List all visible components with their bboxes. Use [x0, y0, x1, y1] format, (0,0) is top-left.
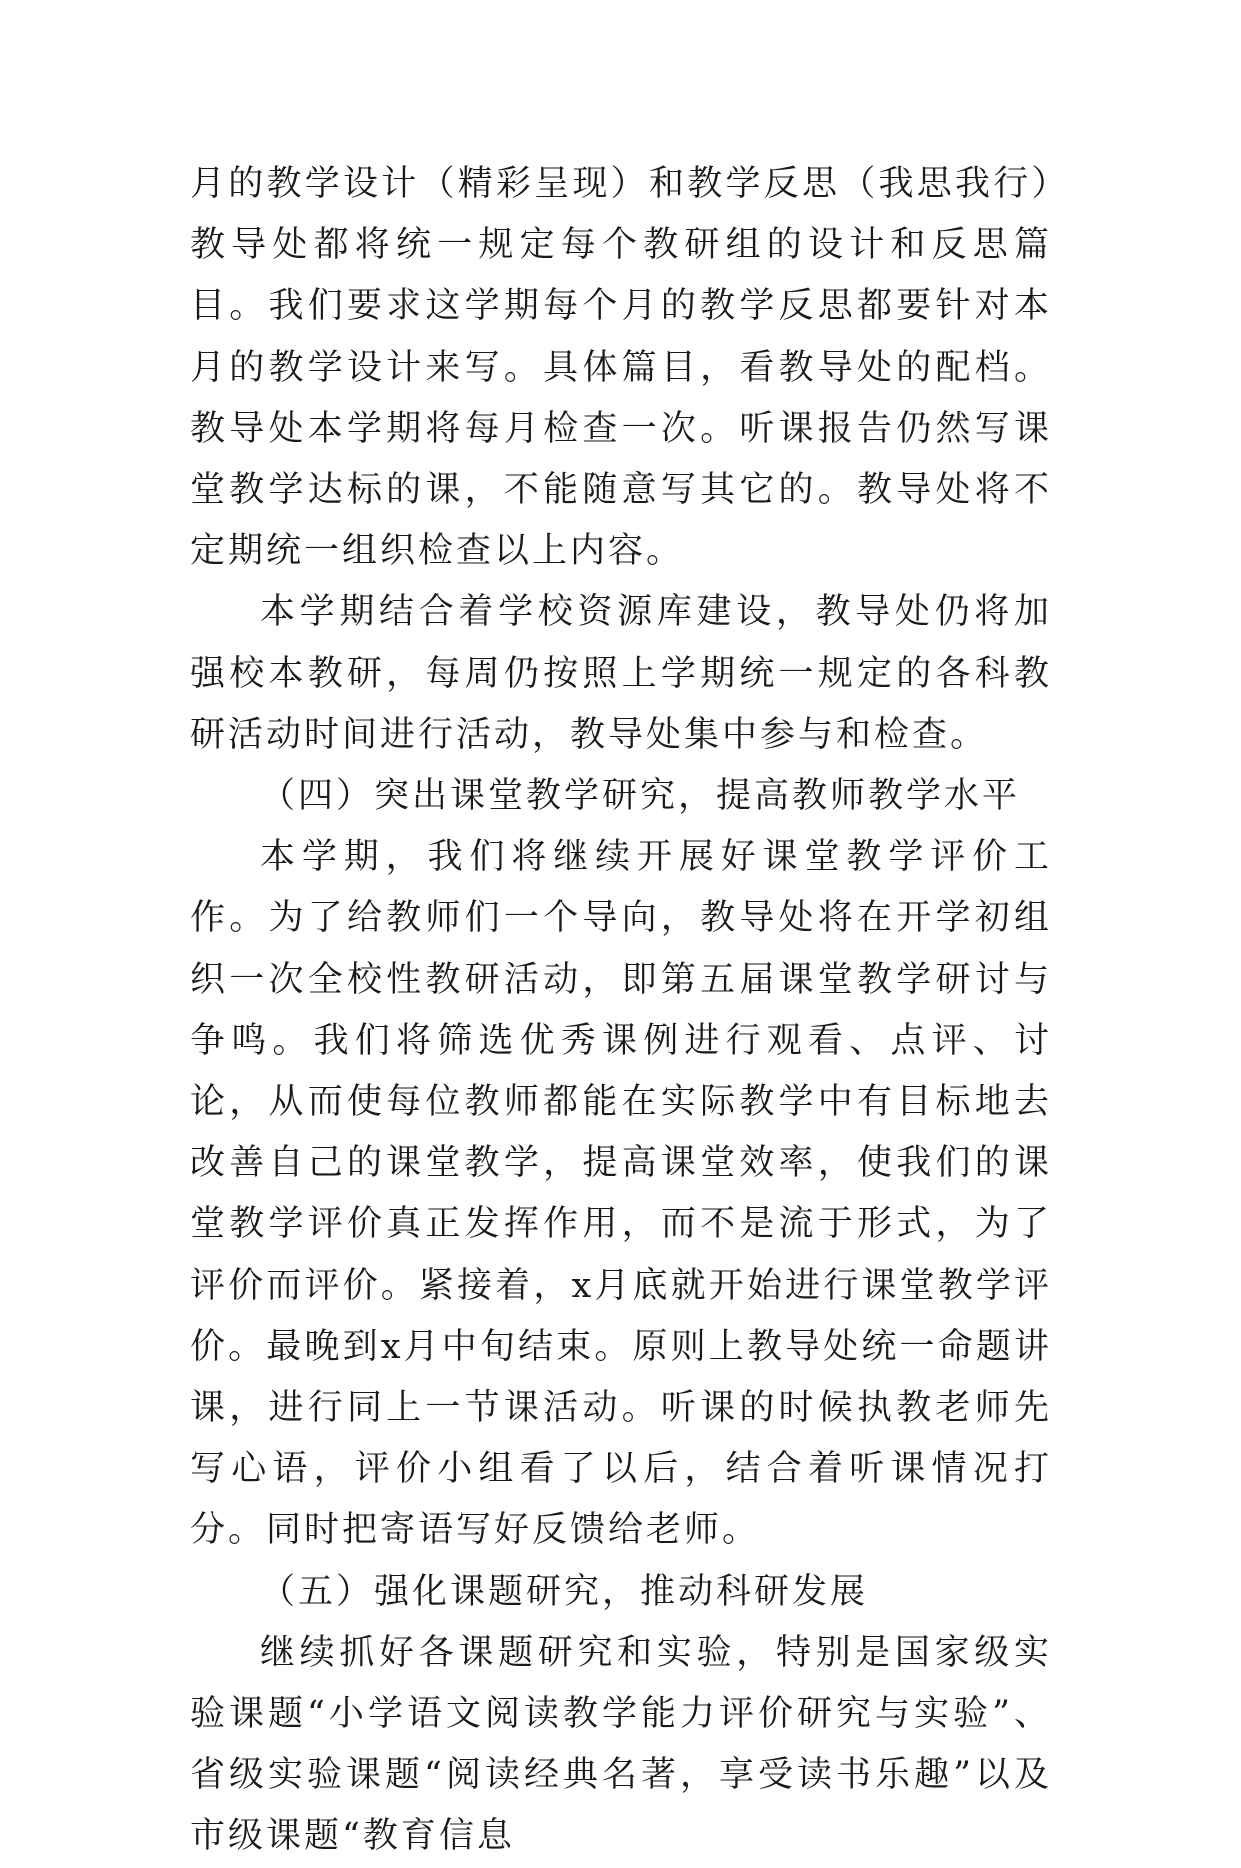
paragraph-research-topics: 继续抓好各课题研究和实验，特别是国家级实验课题“小学语文阅读教学能力评价研究与实验”、省级实验课题“阅读经典名著，享受读书乐趣”以及市级课题“教育信息 [190, 1632, 1052, 1857]
section-heading-4: （四）突出课堂教学研究，提高教师教学水平 [260, 776, 1021, 817]
paragraph-classroom-evaluation: 本学期，我们将继续开展好课堂教学评价工作。为了给教师们一个导向，教导处将在开学初组织一次全校性教研活动，即第五届课堂教学研讨与争鸣。我们将筛选优秀课例进行观看、点评、讨论，从而使每位教师都能在实际教学中有目标地去改善自己的课堂教学，提高课堂效率，使我们的课堂教学评价真正发挥作用，而不是流于形式，为了评价而评价。紧接着，x月底就开始进行课堂教学评价。最晚到x月中旬结束。原则上教导处统一命题讲课，进行同上一节课活动。听课的时候执教老师先写心语，评价小组看了以后，结合着听课情况打分。同时把寄语写好反馈给老师。 [190, 837, 1052, 1551]
paragraph-resource-library: 本学期结合着学校资源库建设，教导处仍将加强校本教研，每周仍按照上学期统一规定的各科教研活动时间进行活动，教导处集中参与和检查。 [190, 592, 1052, 755]
document-body [190, 154, 1052, 1868]
section-heading-5: （五）强化课题研究，推动科研发展 [260, 1571, 869, 1612]
paragraph-continued: 月的教学设计（精彩呈现）和教学反思（我思我行）教导处都将统一规定每个教研组的设计和反思篇目。我们要求这学期每个月的教学反思都要针对本月的教学设计来写。具体篇目，看教导处的配档。教导处本学期将每月检查一次。听课报告仍然写课堂教学达标的课，不能随意写其它的。教导处将不定期统一组织检查以上内容。 [190, 164, 1052, 572]
